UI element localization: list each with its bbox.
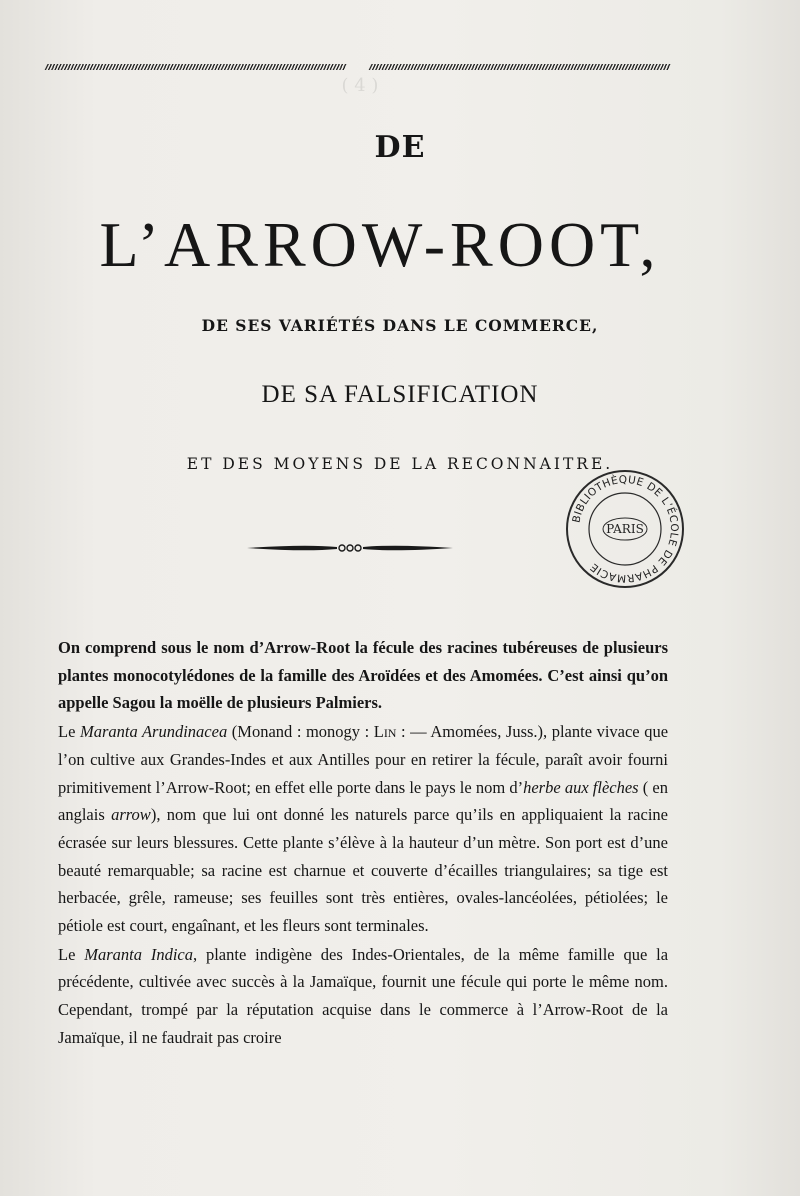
subtitle-moyens: ET DES MOYENS DE LA RECONNAITRE. [186,455,614,473]
paragraph-2 [58,718,668,940]
subtitle-falsification: DE SA FALSIFICATION [261,381,539,408]
text-run: Maranta Arundinacea [79,722,228,742]
paragraph-3 [58,941,668,1052]
text-run: ( en anglais [58,777,668,825]
stamp-outer-text: BIBLIOTHÈQUE DE L’ÉCOLE DE PHARMACIE [570,473,681,585]
text-run: Le [58,944,85,964]
header-wavy-rule [46,60,670,74]
text-run: : — Amomées, Juss.), plante vivace que l’on cultive aux Grandes-Indes et aux Antilles pour en retirer la fécule, paraît avoir fourni primitivement l’Arrow-Root; en effet elle porte dans le pays le nom d’ [58,722,669,797]
body-text [58,634,668,1052]
text-run: arrow [111,805,151,825]
text-run: Maranta Indica [84,944,193,964]
text-run: Lin [373,722,397,742]
text-run: (Monand : monogy : [227,722,374,742]
wavy-rule-right [369,64,672,70]
bleed-through-page-number: ( 4 ) [341,75,379,96]
subtitle-varietes: DE SES VARIÉTÉS DANS LE COMMERCE, [201,316,599,335]
library-stamp [562,466,688,592]
stamp-center-text: PARIS [606,522,644,536]
wavy-rule-left [45,64,348,70]
title-de: DE [374,130,426,165]
text-run: ), nom que lui ont donné les naturels parce qu’ils en appliquaient la racine écrasée sur leurs blessures. Cette plante s’élève à la hauteur d’un mètre. Son port est d’une beauté remarquable; sa racine est charnue et couverte d’écailles triangulaires; sa tige est herbacée, grêle, rameuse; ses feuilles sont très entières, ovales-lancéolées, pétiolées; le pétiole est court, engaînant, et les fleurs sont terminales. [58,805,668,936]
ornamental-divider [245,538,455,558]
text-run: On comprend sous le nom d’Arrow-Root la fécule des racines tubéreuses de plusieurs plantes monocotylédones de la famille des Aroïdées et des Amomées. C’est ainsi qu’on appelle Sagou la moëlle de plusieurs Palmiers. [58,638,668,713]
text-run: Le [58,722,80,742]
paragraph-1 [58,634,668,717]
title-main: L’ARROW-ROOT, [99,209,661,280]
text-run: herbe aux flèches [523,777,639,797]
text-run: , plante indigène des Indes-Orientales, de la même famille que la précédente, cultivée avec succès à la Jamaïque, fournit une fécule qui porte le même nom. Cependant, trompé par la réputation acquise dans le commerce à l’Arrow-Root de la Jamaïque, il ne faudrait pas croire [58,944,669,1047]
